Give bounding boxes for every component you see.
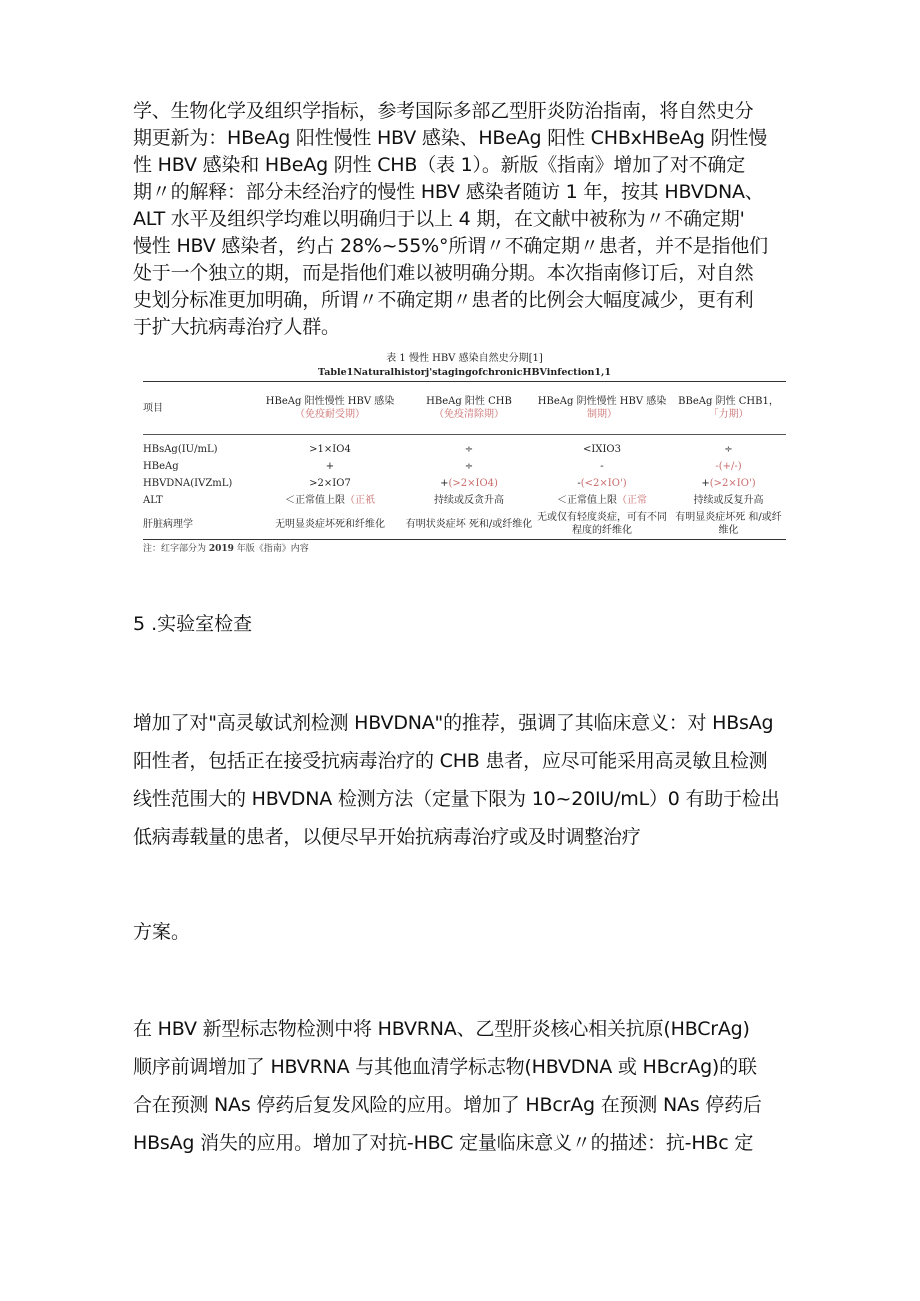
intro-paragraph bbox=[133, 98, 793, 341]
header-hbeag-negative-infection: HBeAg 阴性慢性 HBV 感染 制期） bbox=[537, 396, 667, 420]
header-hbeag-positive-chb: HBeAg 阳性 CHB （免疫清除期） bbox=[426, 396, 512, 420]
text-line: 性 HBV 感染和 HBeAg 阴性 CHB（表 1）。新版《指南》增加了对不确定 bbox=[133, 154, 746, 176]
table-title: 表 1 慢性 HBV 感染自然史分期[1] bbox=[386, 353, 543, 364]
table-cell: >1×IO4 bbox=[309, 444, 351, 455]
table-cell: +(>2×IO') bbox=[701, 478, 756, 489]
natural-history-table bbox=[143, 381, 786, 540]
table-subtitle: Table1Naturalhistorj'stagingofchronicHBVinfection1,1 bbox=[318, 367, 611, 378]
text-line: 学、生物化学及组织学指标，参考国际多部乙型肝炎防治指南，将自然史分 bbox=[133, 100, 754, 122]
table-cell: -(+/-) bbox=[715, 461, 742, 472]
table-cell: + bbox=[325, 461, 335, 472]
text-line: HBsAg 消失的应用。增加了对抗-HBC 定量临床意义〃的描述：抗-HBc 定 bbox=[133, 1132, 754, 1154]
text-line: ALT 水平及组织学均难以明确归于以上 4 期，在文献中被称为〃不确定期' bbox=[133, 208, 745, 230]
text-line: 顺序前调增加了 HBVRNA 与其他血清学标志物(HBVDNA 或 HBcrAg)的联 bbox=[133, 1056, 757, 1078]
table-footnote: 注：红字部分为 2019 年版《指南》内容 bbox=[143, 544, 309, 554]
table-cell: 无明显炎症坏死和纤维化 bbox=[275, 518, 385, 530]
natural-history-table-block bbox=[143, 352, 786, 555]
plan-paragraph: 方案。 bbox=[133, 921, 191, 943]
table-row bbox=[143, 458, 786, 475]
table-cell: -(<2×IO') bbox=[577, 478, 627, 489]
table-header-row bbox=[143, 382, 786, 435]
row-label: 肝脏病理学 bbox=[143, 518, 193, 530]
table-cell: 有明显炎症坏死 和/或纤维化 bbox=[675, 512, 782, 536]
table-cell: ＜正常值上限（正常 bbox=[557, 495, 647, 506]
table-cell: 持续或反贪升高 bbox=[434, 495, 504, 506]
text-line: 期〃的解释：部分未经治疗的慢性 HBV 感染者随访 1 年，按其 HBVDNA、 bbox=[133, 181, 764, 203]
text-line: 在 HBV 新型标志物检测中将 HBVRNA、乙型肝炎核心相关抗原(HBCrAg) bbox=[133, 1018, 750, 1040]
text-line: 于扩大抗病毒治疗人群。 bbox=[133, 316, 340, 338]
marker-paragraph bbox=[133, 1010, 798, 1162]
table-cell: +(>2×IO4) bbox=[440, 478, 498, 489]
row-label: HBeAg bbox=[143, 461, 179, 472]
section-heading: 5 .实验室检查 bbox=[133, 613, 253, 635]
table-row bbox=[143, 475, 786, 492]
table-row bbox=[143, 492, 786, 509]
text-line: 增加了对"高灵敏试剂检测 HBVDNA"的推荐，强调了其临床意义：对 HBsAg bbox=[133, 712, 774, 734]
row-label: HBVDNA(IVZmL) bbox=[143, 478, 233, 489]
table-cell: >2×IO7 bbox=[309, 478, 351, 489]
table-cell: <IXIO3 bbox=[583, 444, 621, 455]
table-cell: ÷ bbox=[724, 444, 733, 455]
table-cell: 有明状炎症坏 死和/或纤维化 bbox=[405, 518, 533, 530]
text-line: 期更新为：HBeAg 阳性慢性 HBV 感染、HBeAg 阳性 CHBxHBeAg 阴性慢 bbox=[133, 127, 768, 149]
table-cell: - bbox=[600, 461, 604, 472]
text-line: 慢性 HBV 感染者，约占 28%~55%°所谓〃不确定期〃患者，并不是指他们 bbox=[133, 235, 768, 257]
text-line: 处于一个独立的期，而是指他们难以被明确分期。本次指南修订后，对自然 bbox=[133, 262, 754, 284]
row-label: ALT bbox=[143, 495, 163, 506]
lab-test-paragraph bbox=[133, 704, 798, 856]
header-hbeag-positive-infection: HBeAg 阳性慢性 HBV 感染 （免疫耐受期） bbox=[265, 396, 395, 420]
text-line: 合在预测 NAs 停药后复发风险的应用。增加了 HBcrAg 在预测 NAs 停药后 bbox=[133, 1094, 762, 1116]
table-cell: ÷ bbox=[464, 461, 474, 472]
table-cell: ＜正常值上限（正祇 bbox=[285, 495, 375, 506]
row-label: HBsAg(IU/mL) bbox=[143, 444, 218, 455]
text-line: 低病毒载量的患者，以便尽早开始抗病毒治疗或及时调整治疗 bbox=[133, 826, 641, 848]
table-row bbox=[143, 509, 786, 540]
table-cell: 持续或反复升高 bbox=[693, 495, 764, 506]
table-cell: ÷ bbox=[464, 444, 474, 455]
table-row bbox=[143, 435, 786, 459]
text-line: 阳性者，包括正在接受抗病毒治疗的 CHB 患者，应尽可能采用高灵敏且检测 bbox=[133, 750, 768, 772]
header-hbeag-negative-chb: BBeAg 阴性 CHB1， 「力期） bbox=[678, 396, 779, 420]
text-line: 线性范围大的 HBVDNA 检测方法（定量下限为 10~20IU/mL）0 有助于检出 bbox=[133, 788, 780, 810]
text-line: 史划分标准更加明确，所谓〃不确定期〃患者的比例会大幅度减少，更有利 bbox=[133, 289, 754, 311]
table-cell: 无或仅有轻度炎症，可有不同程度的纤维化 bbox=[537, 512, 667, 536]
header-item: 项目 bbox=[143, 402, 163, 414]
